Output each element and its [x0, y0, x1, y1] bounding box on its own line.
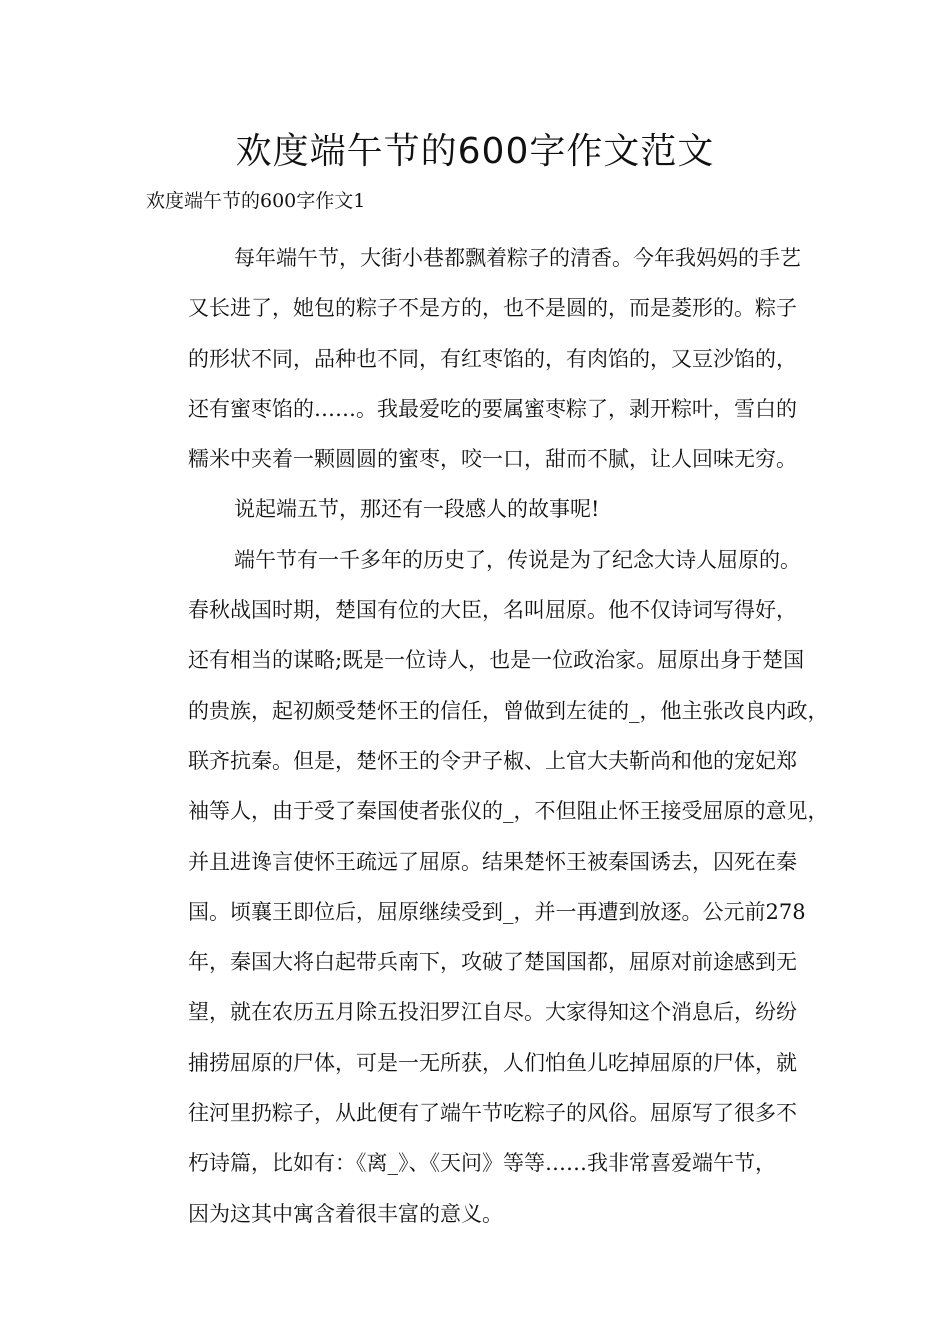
paragraph-line: 的贵族，起初颇受楚怀王的信任，曾做到左徒的_，他主张改良内政，	[188, 698, 829, 723]
paragraph-1	[146, 233, 826, 484]
paragraph-line: 朽诗篇，比如有：《离_》、《天问》等等……我非常喜爱端午节，	[188, 1151, 776, 1176]
paragraph-line: 的形状不同，品种也不同，有红枣馅的，有肉馅的，又豆沙馅的，	[188, 346, 797, 371]
paragraph-line: 国。顷襄王即位后，屈原继续受到_，并一再遭到放逐。公元前278	[188, 899, 806, 924]
paragraph-3	[146, 535, 829, 1239]
paragraph-line: 因为这其中寓含着很丰富的意义。	[188, 1201, 503, 1226]
essay-body	[146, 233, 829, 1239]
paragraph-2	[146, 484, 826, 534]
paragraph-line: 又长进了，她包的粽子不是方的，也不是圆的，而是菱形的。粽子	[188, 296, 797, 321]
paragraph-line: 糯米中夹着一颗圆圆的蜜枣，咬一口，甜而不腻，让人回味无穷。	[188, 447, 797, 472]
paragraph-line: 并且进谗言使怀王疏远了屈原。结果楚怀王被秦国诱去，囚死在秦	[188, 849, 797, 874]
paragraph-line: 袖等人，由于受了秦国使者张仪的_，不但阻止怀王接受屈原的意见，	[188, 799, 829, 824]
paragraph-line: 春秋战国时期，楚国有位的大臣，名叫屈原。他不仅诗词写得好，	[188, 598, 797, 623]
paragraph-line: 说起端五节，那还有一段感人的故事呢!	[234, 497, 600, 522]
paragraph-line: 端午节有一千多年的历史了，传说是为了纪念大诗人屈原的。	[234, 547, 801, 572]
paragraph-line: 还有相当的谋略;既是一位诗人，也是一位政治家。屈原出身于楚国	[188, 648, 805, 673]
essay-subtitle: 欢度端午节的600字作文1	[146, 190, 366, 212]
paragraph-line: 还有蜜枣馅的……。我最爱吃的要属蜜枣粽了，剥开粽叶，雪白的	[188, 396, 797, 421]
paragraph-line: 联齐抗秦。但是，楚怀王的令尹子椒、上官大夫靳尚和他的宠妃郑	[188, 748, 797, 773]
paragraph-line: 每年端午节，大街小巷都飘着粽子的清香。今年我妈妈的手艺	[234, 246, 801, 270]
paragraph-line: 捕捞屈原的尸体，可是一无所获，人们怕鱼儿吃掉屈原的尸体，就	[188, 1050, 797, 1075]
paragraph-line: 年，秦国大将白起带兵南下，攻破了楚国国都，屈原对前途感到无	[188, 950, 797, 975]
document-title: 欢度端午节的600字作文范文	[235, 131, 715, 172]
paragraph-line: 往河里扔粽子，从此便有了端午节吃粽子的风俗。屈原写了很多不	[188, 1101, 797, 1126]
paragraph-line: 望，就在农历五月除五投汨罗江自尽。大家得知这个消息后，纷纷	[188, 1000, 797, 1025]
